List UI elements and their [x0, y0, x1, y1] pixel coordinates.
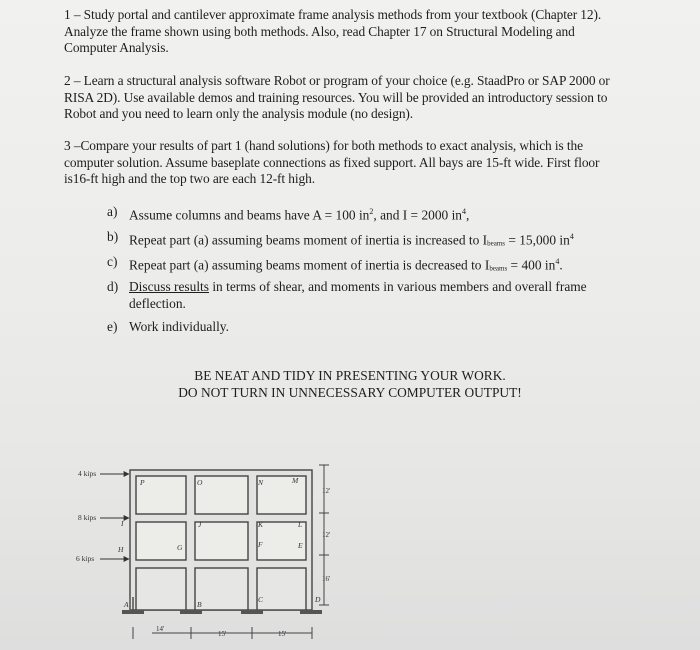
- panel-mid-left: [136, 522, 186, 560]
- joint-label-m: M: [292, 476, 299, 485]
- notice-line-2: DO NOT TURN IN UNNECESSARY COMPUTER OUTPUT!: [178, 384, 522, 400]
- height-label-top: 12': [322, 487, 331, 495]
- joint-label-e: E: [298, 541, 303, 550]
- task-item-e: [107, 319, 647, 336]
- paragraph-2: [64, 73, 664, 123]
- task-d-text-line-2: deflection.: [129, 295, 186, 311]
- span-label-second: 15': [218, 630, 227, 638]
- joint-label-g: G: [177, 543, 183, 552]
- task-d-underlined: Discuss results: [129, 279, 209, 294]
- task-a-text: Assume columns and beams have A = 100 in: [129, 207, 370, 223]
- support-b: [180, 610, 202, 614]
- task-c-text: Repeat part (a) assuming beams moment of inertia is decreased to I: [129, 257, 490, 273]
- joint-label-b: B: [197, 600, 202, 609]
- joint-label-c: C: [258, 595, 264, 604]
- task-item-label: b): [107, 229, 119, 244]
- joint-label-j: J: [198, 520, 202, 529]
- frame-members: [130, 470, 312, 610]
- paragraph-1-line-1: 1 – Study portal and cantilever approximate frame analysis methods from your textbook (Chapter 12).: [64, 7, 602, 22]
- span-label-third: 15': [278, 630, 287, 638]
- joint-label-l: L: [298, 520, 303, 529]
- task-item-label: c): [107, 254, 118, 269]
- task-c-exponent: 4: [555, 257, 560, 266]
- height-labels: [322, 487, 330, 583]
- paragraph-1-line-2: Analyze the frame shown using both methods. Also, read Chapter 17 on Structural Modeling and: [64, 23, 575, 39]
- joint-label-h: H: [118, 545, 124, 554]
- task-a-exponent-2: 4: [462, 207, 467, 216]
- notice-block: [150, 368, 550, 401]
- task-b-exponent: 4: [569, 232, 574, 241]
- task-c-text-mid: = 400 in: [507, 257, 556, 273]
- paragraph-2-line-1: 2 – Learn a structural analysis software Robot or program of your choice (e.g. StaadPro or SAP 2000 or: [64, 73, 610, 88]
- height-label-bottom: 16': [322, 575, 331, 583]
- paragraph-3-line-1: 3 –Compare your results of part 1 (hand solutions) for both methods to exact analysis, which is the: [64, 138, 583, 153]
- task-b-text: Repeat part (a) assuming beams moment of inertia is increased to I: [129, 232, 488, 248]
- task-a-text-mid: , and I = 2000 in: [373, 207, 463, 223]
- frame-figure: [60, 455, 380, 645]
- height-label-middle: 12': [322, 531, 331, 539]
- panel-top-middle: [195, 476, 248, 514]
- panel-top-right: [257, 476, 306, 514]
- paragraph-2-line-2: RISA 2D). Use available demos and training resources. You will be provided an introductory session to: [64, 89, 608, 105]
- span-label-first: 14': [156, 625, 165, 633]
- task-e-text: Work individually.: [129, 319, 229, 334]
- task-b-text-mid: = 15,000 in: [504, 232, 570, 248]
- load-labels: [76, 469, 96, 563]
- task-item-label: d): [107, 279, 119, 294]
- joint-label-a: A: [124, 600, 129, 609]
- joint-label-d: D: [315, 595, 321, 604]
- panel-mid-middle: [195, 522, 248, 560]
- load-arrows: [100, 474, 129, 559]
- load-label-top: 4 kips: [78, 469, 97, 478]
- load-label-middle: 8 kips: [78, 513, 97, 522]
- task-b-subscript: beams: [487, 239, 505, 248]
- task-c-subscript: beams: [489, 264, 508, 273]
- span-labels: [156, 625, 286, 638]
- joint-label-o: O: [197, 478, 203, 487]
- paragraph-1: [64, 7, 664, 57]
- task-item-c: [107, 254, 647, 277]
- joint-label-p: P: [140, 478, 145, 487]
- panel-bottom-right: [257, 568, 306, 610]
- joint-label-i: I: [121, 519, 124, 528]
- joint-label-k: K: [258, 520, 264, 529]
- load-label-bottom: 6 kips: [76, 554, 95, 563]
- task-item-d: [107, 279, 647, 312]
- task-a-text-end: ,: [466, 207, 470, 223]
- panel-bottom-middle: [195, 568, 248, 610]
- paragraph-2-line-3: Robot and you need to learn only the analysis module (no design).: [64, 106, 414, 121]
- task-item-a: [107, 204, 647, 224]
- support-a: [122, 610, 144, 614]
- paragraph-1-line-3: Computer Analysis.: [64, 40, 169, 55]
- joint-label-f: F: [258, 540, 263, 549]
- joint-label-n: N: [258, 478, 264, 487]
- task-item-label: e): [107, 319, 118, 334]
- panel-bottom-left: [136, 568, 186, 610]
- task-item-b: [107, 229, 647, 252]
- frame-diagram: [60, 455, 380, 645]
- paragraph-3-line-2: computer solution. Assume baseplate connections as fixed support. All bays are 15-ft wide. First floor: [64, 154, 600, 170]
- paragraph-3: [64, 138, 664, 188]
- task-c-text-end: .: [559, 257, 563, 273]
- support-c: [241, 610, 263, 614]
- paragraph-3-line-3: is16-ft high and the top two are each 12-ft high.: [64, 171, 315, 186]
- task-d-text: in terms of shear, and moments in various members and overall frame: [208, 279, 587, 294]
- task-a-exponent: 2: [369, 207, 374, 216]
- support-d: [300, 610, 322, 614]
- notice-line-1: BE NEAT AND TIDY IN PRESENTING YOUR WORK.: [194, 368, 506, 383]
- task-item-label: a): [107, 204, 118, 219]
